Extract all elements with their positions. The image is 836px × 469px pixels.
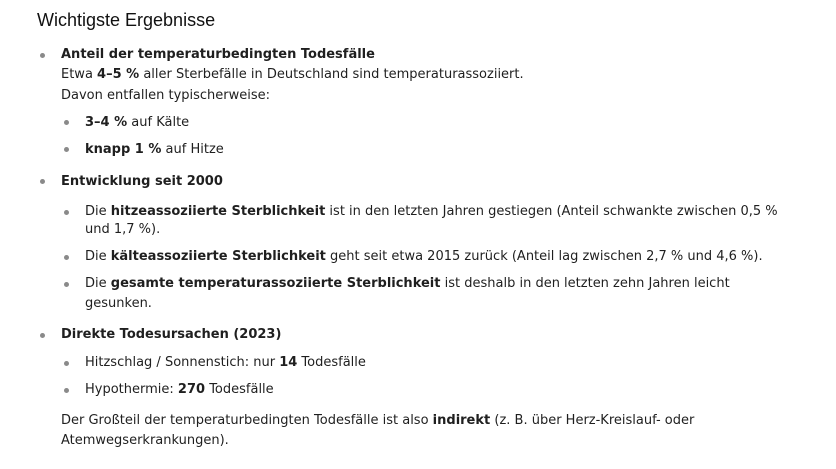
list-item — [85, 247, 763, 267]
list-item — [85, 380, 274, 400]
summary-note — [61, 411, 694, 431]
bullet — [40, 179, 45, 184]
text: Etwa — [61, 67, 98, 82]
list-item — [85, 202, 778, 222]
list-item-continuation: gesunken. — [85, 296, 152, 311]
bullet — [64, 361, 69, 366]
text: aller Sterbefälle in Deutschland sind temperaturassoziiert. — [139, 67, 524, 82]
emphasis: hitzeassoziierte Sterblichkeit — [110, 204, 326, 219]
text: Todesfälle — [205, 382, 274, 397]
text: Die — [85, 204, 111, 219]
list-item-continuation: und 1,7 %). — [85, 222, 161, 237]
list-item — [85, 274, 730, 294]
text: auf Hitze — [161, 142, 224, 157]
text: ist in den letzten Jahren gestiegen (Anteil schwankte zwischen 0,5 % — [325, 204, 778, 219]
text: ist deshalb in den letzten zehn Jahren leicht — [440, 276, 730, 291]
text: Die — [85, 276, 111, 291]
list-item — [85, 113, 189, 133]
list-item — [85, 353, 366, 373]
bullet — [40, 53, 45, 58]
emphasis: indirekt — [432, 413, 491, 428]
section-heading-todesursachen: Direkte Todesursachen (2023) — [61, 327, 282, 342]
text: Hitzschlag / Sonnenstich: nur — [85, 355, 280, 370]
section-heading-anteil: Anteil der temperaturbedingten Todesfälle — [61, 47, 375, 62]
emphasis: knapp 1 % — [85, 142, 162, 157]
text: Todesfälle — [297, 355, 366, 370]
bullet — [40, 333, 45, 338]
bullet — [64, 210, 69, 215]
paragraph-line: Davon entfallen typischerweise: — [61, 88, 271, 103]
text: (z. B. über Herz-Kreislauf- oder — [490, 413, 695, 428]
emphasis: 270 — [177, 382, 206, 397]
text: Der Großteil der temperaturbedingten Todesfälle ist also — [61, 413, 433, 428]
emphasis: 3–4 % — [85, 115, 128, 130]
text: Die — [85, 249, 111, 264]
text: geht seit etwa 2015 zurück (Anteil lag zwischen 2,7 % und 4,6 %). — [325, 249, 763, 264]
bullet — [64, 388, 69, 393]
emphasis: 4–5 % — [97, 67, 140, 82]
bullet — [64, 147, 69, 152]
emphasis: kälteassoziierte Sterblichkeit — [110, 249, 326, 264]
text: auf Kälte — [127, 115, 190, 130]
section-heading-entwicklung: Entwicklung seit 2000 — [61, 174, 223, 189]
emphasis: 14 — [279, 355, 298, 370]
list-item — [85, 140, 224, 160]
summary-note-continuation: Atemwegserkrankungen). — [61, 433, 229, 448]
bullet — [64, 120, 69, 125]
bullet — [64, 282, 69, 287]
bullet — [64, 255, 69, 260]
text: Hypothermie: — [85, 382, 178, 397]
paragraph-line — [61, 65, 524, 85]
page-title: Wichtigste Ergebnisse — [37, 10, 216, 30]
emphasis: gesamte temperaturassoziierte Sterblichkeit — [110, 276, 441, 291]
